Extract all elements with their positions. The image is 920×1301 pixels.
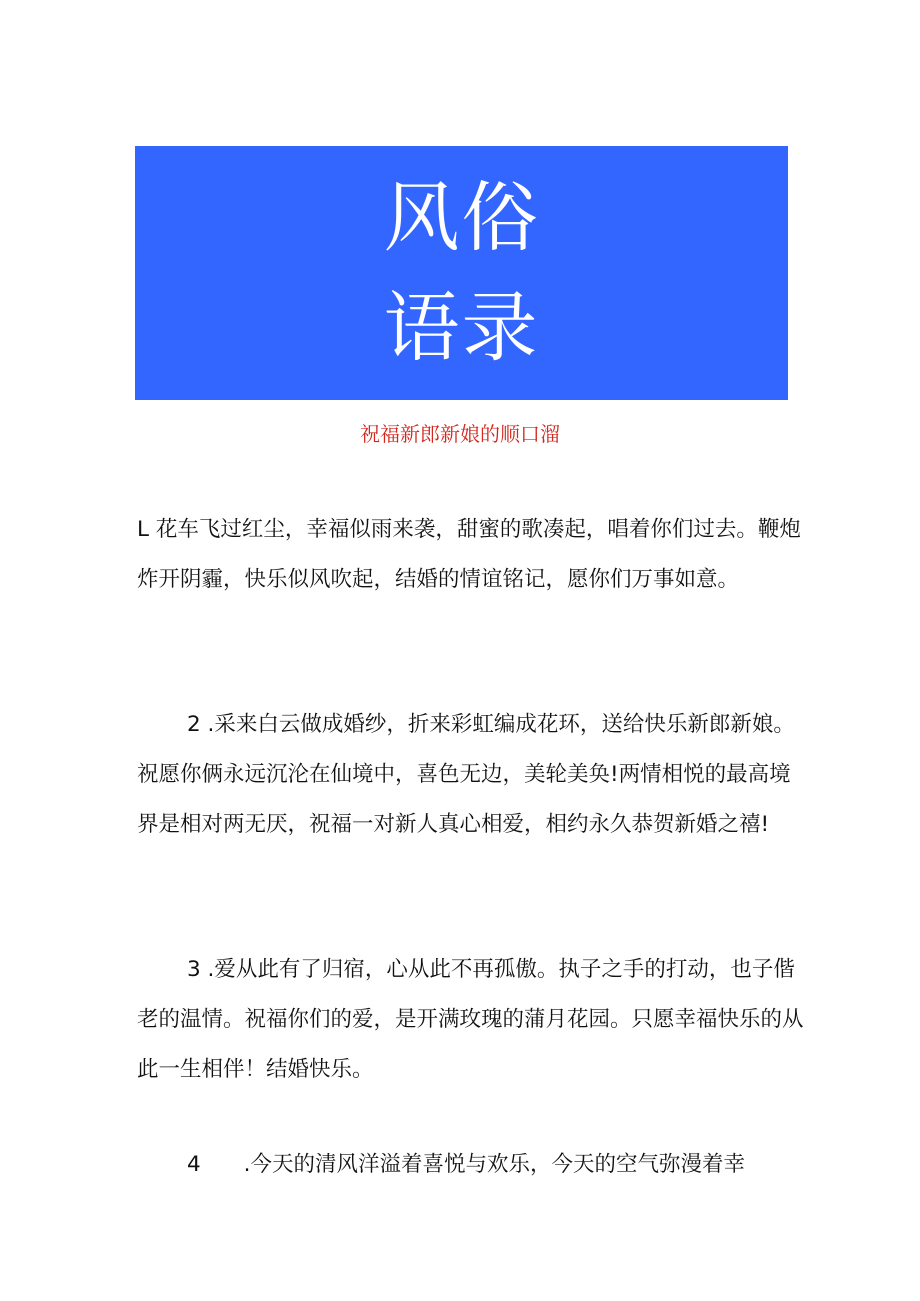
banner-title-line-1: 风俗 — [383, 173, 540, 262]
title-banner — [135, 146, 788, 400]
document-subtitle: 祝福新郎新娘的顺口溜 — [360, 422, 560, 446]
paragraph-3: 3 .爱从此有了归宿，心从此不再孤傲。执子之手的打动，也子偕老的温情。祝福你们的爱，是开满玫瑰的蒲月花园。只愿幸福快乐的从此一生相伴！结婚快乐。 — [137, 957, 804, 1082]
paragraph-2: 2 .采来白云做成婚纱，折来彩虹编成花环，送给快乐新郎新娘。祝愿你俩永远沉沦在仙境中，喜色无边，美轮美奂!两情相悦的最高境界是相对两无厌，祝福一对新人真心相爱，相约永久恭贺新婚之禧! — [137, 712, 795, 837]
banner-title-line-2: 语录 — [383, 283, 540, 372]
paragraph-4: 4 .今天的清风洋溢着喜悦与欢乐，今天的空气弥漫着幸 — [187, 1152, 746, 1177]
paragraph-1: L 花车飞过红尘，幸福似雨来袭，甜蜜的歌凑起，唱着你们过去。鞭炮炸开阴霾，快乐似风吹起，结婚的情谊铭记，愿你们万事如意。 — [137, 517, 801, 592]
